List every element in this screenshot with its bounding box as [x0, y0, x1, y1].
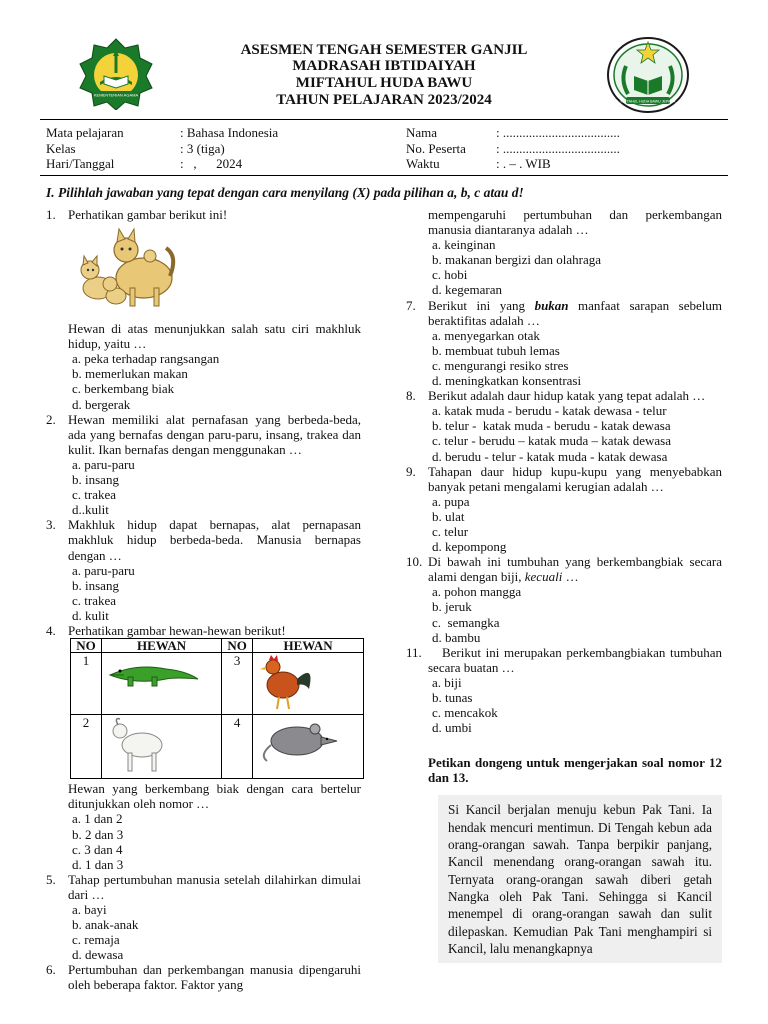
- table-header: NO: [222, 639, 253, 653]
- info-label-time: Waktu: [406, 156, 440, 171]
- question-1: [46, 207, 361, 222]
- option[interactable]: d. kepompong: [432, 539, 507, 555]
- question-emphasis: bukan: [534, 297, 569, 313]
- question-9: [406, 464, 722, 494]
- header-rule-top: [40, 119, 728, 120]
- question-number: 2.: [46, 411, 56, 427]
- question-number: 3.: [46, 517, 56, 533]
- info-value-subject: : Bahasa Indonesia: [180, 125, 279, 140]
- question-text: Pertumbuhan dan perkembangan manusia dipengaruhi oleh beberapa faktor. Faktor yang: [68, 962, 361, 993]
- question-7: [406, 297, 726, 328]
- option[interactable]: c. telur - berudu – katak muda – katak dewasa: [432, 433, 671, 449]
- option[interactable]: d. berudu - telur - katak muda - katak dewasa: [432, 448, 668, 464]
- question-2: [46, 412, 361, 457]
- option[interactable]: d. dewasa: [72, 947, 124, 963]
- option[interactable]: a. 1 dan 2: [72, 811, 123, 827]
- option[interactable]: c. berkembang biak: [72, 381, 175, 397]
- table-header: HEWAN: [253, 639, 364, 653]
- option[interactable]: b. memerlukan makan: [72, 366, 188, 382]
- logo-left-text: KEMENTERIAN AGAMA: [93, 92, 139, 98]
- question-text: Tahap pertumbuhan manusia setelah dilahirkan dimulai dari …: [68, 871, 361, 902]
- question-number: 5.: [46, 871, 56, 887]
- right-column: [406, 207, 726, 963]
- info-value-number: : ....................................: [496, 141, 620, 156]
- question-1-after: Hewan di atas menunjukkan salah satu ciri makhluk hidup, yaitu …: [68, 321, 361, 352]
- animal-table: [70, 638, 364, 779]
- question-text-part: Berikut ini yang: [428, 297, 535, 313]
- option[interactable]: b. jeruk: [432, 599, 472, 615]
- question-4: [46, 623, 361, 638]
- question-number: 10.: [406, 554, 423, 570]
- info-value-name: : ....................................: [496, 125, 620, 140]
- option[interactable]: a. keinginan: [432, 237, 496, 253]
- table-cell-number: 4: [222, 715, 253, 779]
- option[interactable]: d. meningkatkan konsentrasi: [432, 373, 582, 389]
- option[interactable]: d..kulit: [72, 502, 109, 518]
- option[interactable]: d. 1 dan 3: [72, 856, 124, 872]
- option[interactable]: a. pupa: [432, 493, 470, 509]
- info-value-class: : 3 (tiga): [180, 141, 225, 156]
- option[interactable]: b. ulat: [432, 508, 465, 524]
- goat-image: [102, 715, 222, 779]
- option[interactable]: a. paru-paru: [72, 562, 135, 578]
- cats-image: [46, 226, 361, 310]
- option[interactable]: c. trakea: [72, 487, 117, 503]
- info-label-subject: Mata pelajaran: [46, 125, 124, 140]
- info-label-number: No. Peserta: [406, 141, 466, 156]
- option[interactable]: c. hobi: [432, 267, 468, 283]
- question-10: [406, 554, 726, 585]
- table-header: NO: [71, 639, 102, 653]
- question-number: 7.: [406, 297, 416, 313]
- question-text-part: …: [562, 569, 579, 585]
- option[interactable]: b. membuat tubuh lemas: [432, 342, 560, 358]
- option[interactable]: b. telur - katak muda - berudu - katak dewasa: [432, 418, 671, 434]
- option[interactable]: c. semangka: [432, 614, 500, 630]
- option[interactable]: d. umbi: [432, 720, 472, 736]
- question-5: [46, 872, 361, 902]
- option[interactable]: c. mengurangi resiko stres: [432, 357, 569, 373]
- option[interactable]: d. kegemaran: [432, 282, 503, 298]
- story-box: Si Kancil berjalan menuju kebun Pak Tani. Ia hendak mencuri mentimun. Di Tengah kebun ada orang-orangan sawah. Tanpa berpikir panjang, Kancil menendang orang-orangan sawah itu. Ternyata orang-orangan sawah diberi getah Nangka oleh Pak Tani. Sehingga si Kancil menempel di orang-orangan sawah dan sulit dilepaskan. Kemudian Pak Tani menghampiri si Kancil, lalu menangkapnya: [438, 795, 722, 963]
- option[interactable]: a. pohon mangga: [432, 584, 522, 600]
- story-title: Petikan dongeng untuk mengerjakan soal nomor 12 dan 13.: [428, 755, 722, 786]
- option[interactable]: a. katak muda - berudu - katak dewasa - telur: [432, 403, 667, 419]
- option[interactable]: d. bergerak: [72, 396, 131, 412]
- option[interactable]: d. kulit: [72, 607, 109, 623]
- question-number: 11.: [406, 644, 422, 660]
- option[interactable]: a. paru-paru: [72, 456, 135, 472]
- question-6: [46, 962, 361, 992]
- question-text: [428, 297, 726, 328]
- question-text: Makhluk hidup dapat bernapas, alat pernapasan makhluk hidup berbeda-beda. Manusia bernapas dengan …: [68, 517, 361, 563]
- question-8: [406, 388, 722, 403]
- header-title-2: MADRASAH IBTIDAIYAH: [292, 58, 476, 74]
- question-number: 9.: [406, 463, 416, 479]
- header-title-1: ASESMEN TENGAH SEMESTER GANJIL: [240, 42, 528, 58]
- question-text: [428, 554, 726, 585]
- option[interactable]: b. anak-anak: [72, 917, 139, 933]
- option[interactable]: c. telur: [432, 523, 469, 539]
- question-text-part: manfaat sarapan sebelum beraktifitas adalah …: [428, 297, 726, 328]
- question-number: 6.: [46, 962, 56, 978]
- option[interactable]: a. menyegarkan otak: [432, 327, 540, 343]
- question-4-after: Hewan yang berkembang biak dengan cara bertelur ditunjukkan oleh nomor …: [68, 781, 361, 812]
- option[interactable]: b. 2 dan 3: [72, 826, 124, 842]
- option[interactable]: b. insang: [72, 577, 119, 593]
- instruction: I. Pilihlah jawaban yang tepat dengan cara menyilang (X) pada pilihan a, b, c atau d!: [46, 185, 524, 200]
- option[interactable]: c. remaja: [72, 932, 120, 948]
- option[interactable]: b. makanan bergizi dan olahraga: [432, 252, 602, 268]
- question-text: Perhatikan gambar hewan-hewan berikut!: [68, 622, 286, 638]
- info-label-class: Kelas: [46, 141, 76, 156]
- question-number: 4.: [46, 622, 56, 638]
- table-cell-number: 1: [71, 653, 102, 715]
- info-value-time: : . – . WIB: [496, 156, 551, 171]
- header-title-4: TAHUN PELAJARAN 2023/2024: [276, 92, 492, 108]
- question-11: [406, 644, 726, 675]
- question-text: Berikut ini merupakan perkembangbiakan tumbuhan secara buatan …: [428, 644, 726, 675]
- question-number: 1.: [46, 207, 56, 222]
- option[interactable]: b. insang: [72, 472, 119, 488]
- info-label-name: Nama: [406, 125, 438, 140]
- question-3: [46, 517, 361, 562]
- option[interactable]: a. bayi: [72, 902, 107, 917]
- left-column: [46, 207, 361, 993]
- info-label-date: Hari/Tanggal: [46, 156, 115, 171]
- info-value-date: : , 2024: [180, 156, 243, 171]
- table-cell-number: 2: [71, 715, 102, 779]
- crocodile-image: [102, 653, 222, 715]
- option[interactable]: d. bambu: [432, 629, 481, 645]
- table-header: HEWAN: [102, 639, 222, 653]
- question-number: 8.: [406, 388, 416, 404]
- question-text-part: Di bawah ini tumbuhan yang berkembangbiak secara alami dengan biji,: [428, 554, 726, 585]
- option[interactable]: c. trakea: [72, 592, 117, 608]
- logo-right-text: MIFTAHUL HUDA BAWU JEPARA: [620, 99, 676, 104]
- question-text: Berikut adalah daur hidup katak yang tepat adalah …: [428, 388, 706, 404]
- option[interactable]: c. 3 dan 4: [72, 841, 123, 857]
- question-text: Tahapan daur hidup kupu-kupu yang menyebabkan banyak petani mengalami kerugian adalah …: [428, 463, 722, 494]
- header-rule-bottom: [40, 175, 728, 176]
- option[interactable]: a. peka terhadap rangsangan: [72, 351, 220, 367]
- question-6-continued: mempengaruhi pertumbuhan dan perkembangan manusia diantaranya adalah …: [428, 207, 722, 238]
- question-text: Perhatikan gambar berikut ini!: [68, 207, 228, 222]
- table-cell-number: 3: [222, 653, 253, 715]
- question-text: Hewan memiliki alat pernafasan yang berbeda-beda, ada yang bernafas dengan paru-paru, insang, trakea dan kulit. Ikan bernafas dengan menggunakan …: [68, 411, 361, 457]
- option[interactable]: a. biji: [432, 674, 462, 690]
- option[interactable]: c. mencakok: [432, 705, 498, 721]
- header-title-3: MIFTAHUL HUDA BAWU: [295, 75, 473, 91]
- option[interactable]: b. tunas: [432, 690, 473, 705]
- rat-image: [253, 715, 364, 779]
- question-emphasis: kecuali: [524, 569, 563, 585]
- rooster-image: [253, 653, 364, 715]
